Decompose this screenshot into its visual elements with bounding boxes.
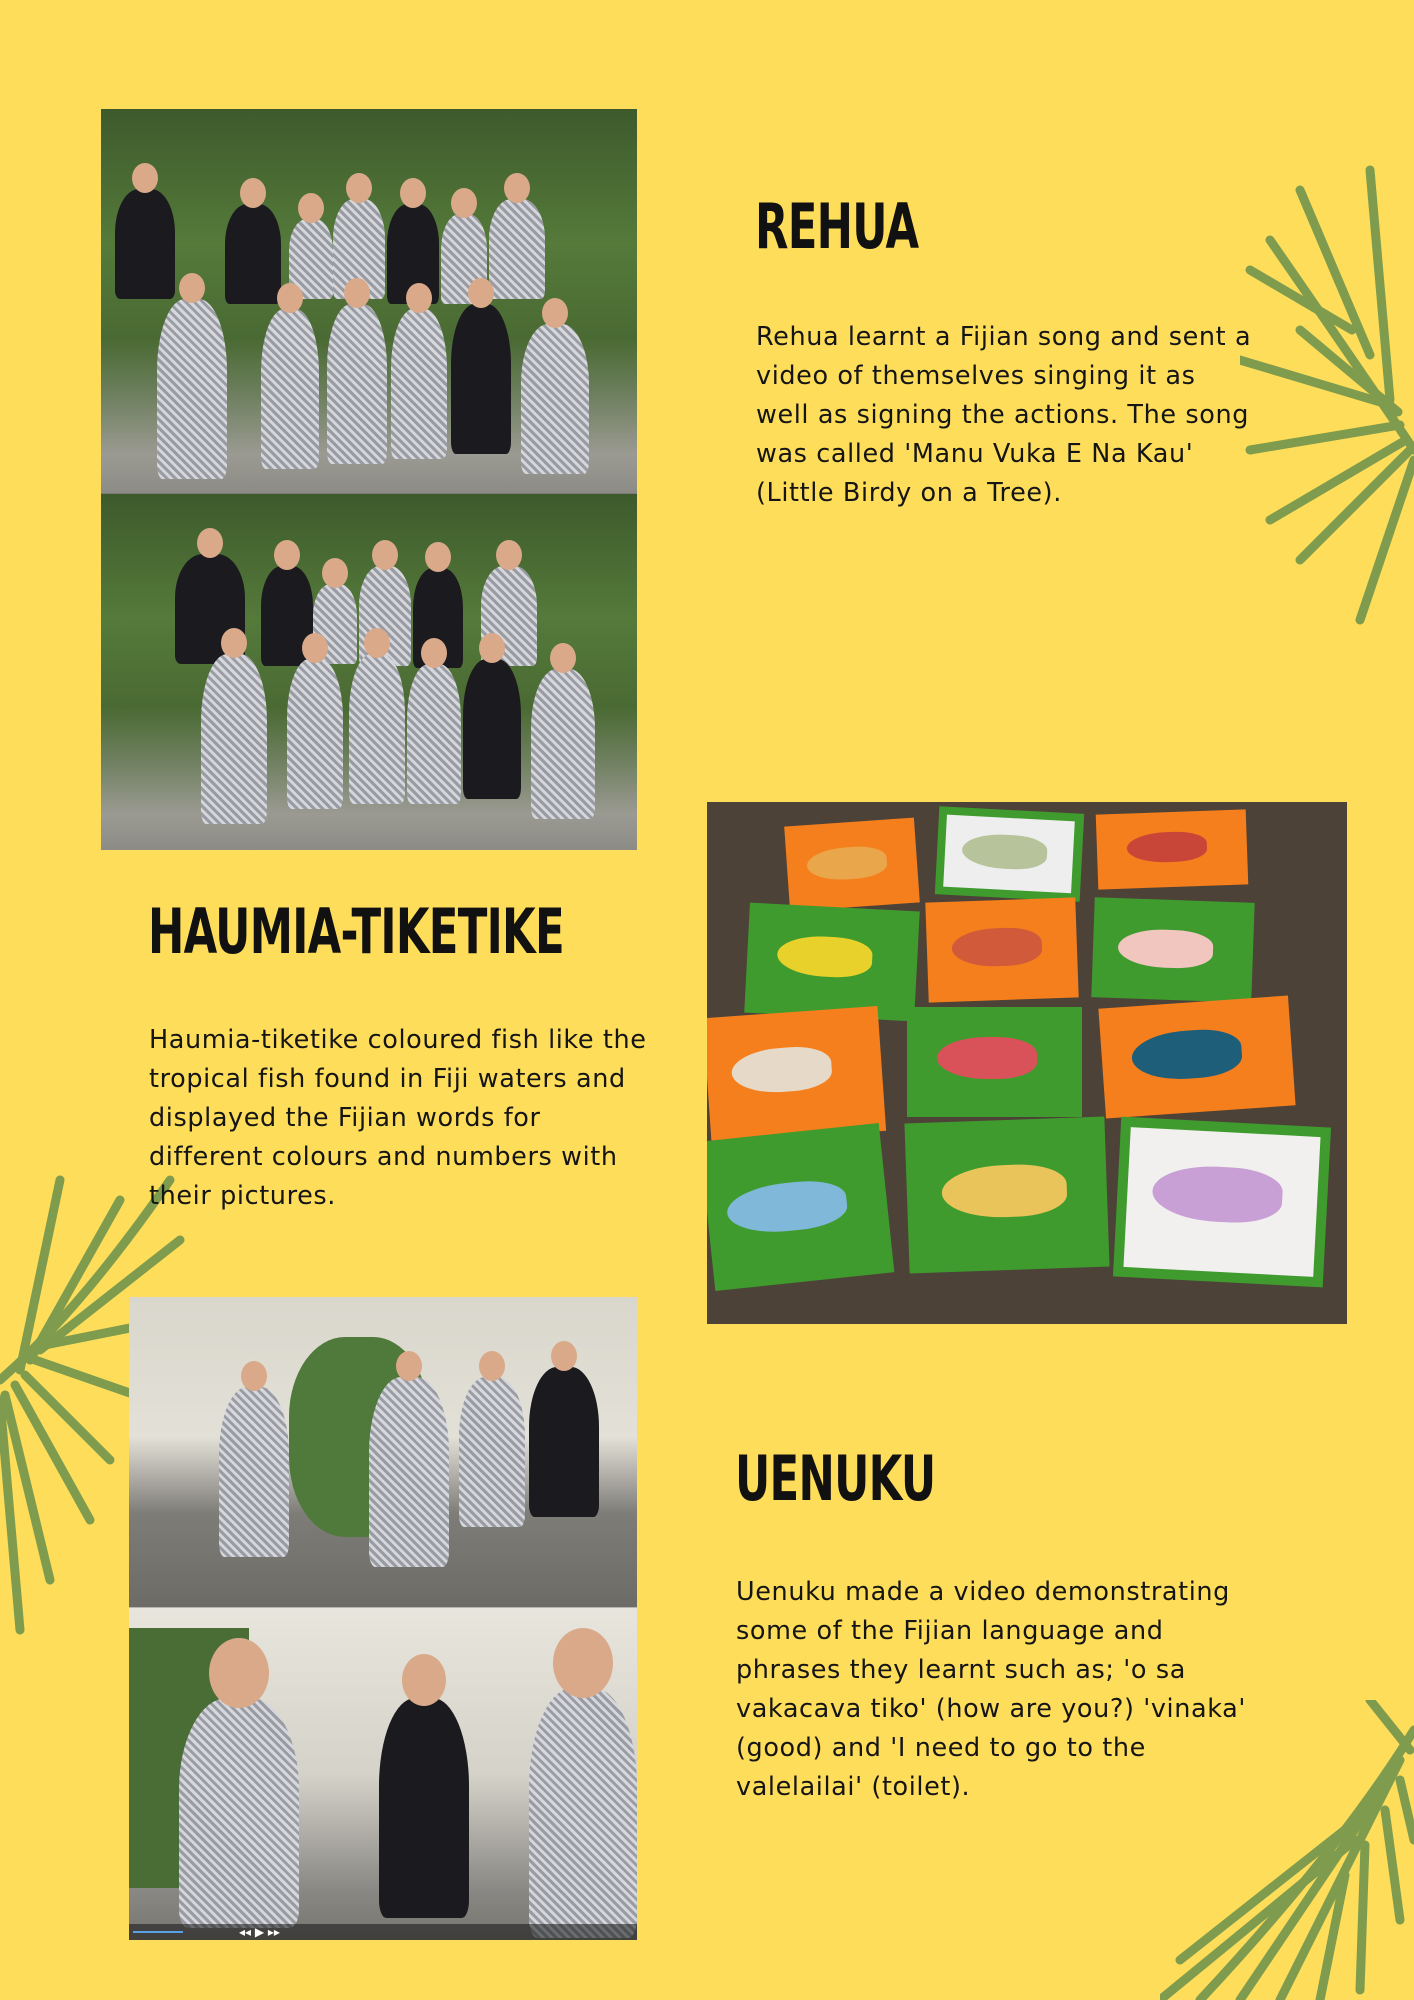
child-figure <box>391 309 447 459</box>
child-figure <box>379 1698 469 1918</box>
rehua-group-photo <box>101 109 637 850</box>
fish-panel <box>1098 996 1295 1119</box>
child-figure <box>261 309 319 469</box>
uenuku-heading: UENUKU <box>735 1442 936 1515</box>
haumia-tiketike-heading: HAUMIA-TIKETIKE <box>148 895 564 968</box>
fish-panel <box>1096 809 1249 889</box>
fish-panel <box>784 818 920 912</box>
uenuku-description: Uenuku made a video demonstrating some of the Fijian language and phrases they learnt such as; 'o sa vakacava tiko' (how are you?) 'vinaka' (good) and 'I need to go to the valelailai' (toilet). <box>736 1577 1246 1802</box>
child-figure <box>179 1698 299 1928</box>
fish-panel <box>707 1123 894 1291</box>
child-figure <box>369 1377 449 1567</box>
fish-panel <box>707 1006 886 1143</box>
play-icon[interactable]: ◂◂ ▶ ▸▸ <box>239 1925 280 1939</box>
child-figure <box>463 659 521 799</box>
child-figure <box>459 1377 525 1527</box>
child-figure <box>349 654 405 804</box>
child-figure <box>489 199 545 299</box>
video-controls-bar[interactable] <box>129 1924 637 1940</box>
child-figure <box>521 324 589 474</box>
uenuku-video-photo <box>129 1297 637 1940</box>
rehua-heading: REHUA <box>755 190 919 263</box>
video-still-bottom <box>129 1608 637 1940</box>
fish-panel <box>925 897 1078 1002</box>
fish-panel <box>1113 1117 1331 1288</box>
child-figure <box>451 304 511 454</box>
fish-panel <box>744 903 920 1022</box>
fish-artwork-photo <box>707 802 1347 1324</box>
palm-leaf-top-right-icon <box>1240 150 1414 630</box>
child-figure <box>219 1387 289 1557</box>
fish-panel <box>1091 897 1254 1003</box>
group-photo-bottom <box>101 494 637 850</box>
child-figure <box>115 189 175 299</box>
child-figure <box>225 204 281 304</box>
child-figure <box>201 654 267 824</box>
child-figure <box>327 304 387 464</box>
haumia-tiketike-description: Haumia-tiketike coloured fish like the tropical fish found in Fiji waters and displayed the Fijian words for different colours and numbers with their pictures. <box>149 1025 647 1211</box>
fish-panel <box>935 806 1084 901</box>
group-photo-top <box>101 109 637 493</box>
child-figure <box>529 1367 599 1517</box>
child-figure <box>157 299 227 479</box>
rehua-description: Rehua learnt a Fijian song and sent a video of themselves singing it as well as signing the actions. The song was called 'Manu Vuka E Na Kau' (Little Birdy on a Tree). <box>756 322 1252 508</box>
video-progress[interactable] <box>133 1931 183 1933</box>
child-figure <box>529 1688 637 1938</box>
child-figure <box>287 659 343 809</box>
child-figure <box>531 669 595 819</box>
video-still-top <box>129 1297 637 1607</box>
fish-panel <box>904 1117 1109 1274</box>
fish-panel <box>907 1007 1082 1117</box>
child-figure <box>407 664 461 804</box>
